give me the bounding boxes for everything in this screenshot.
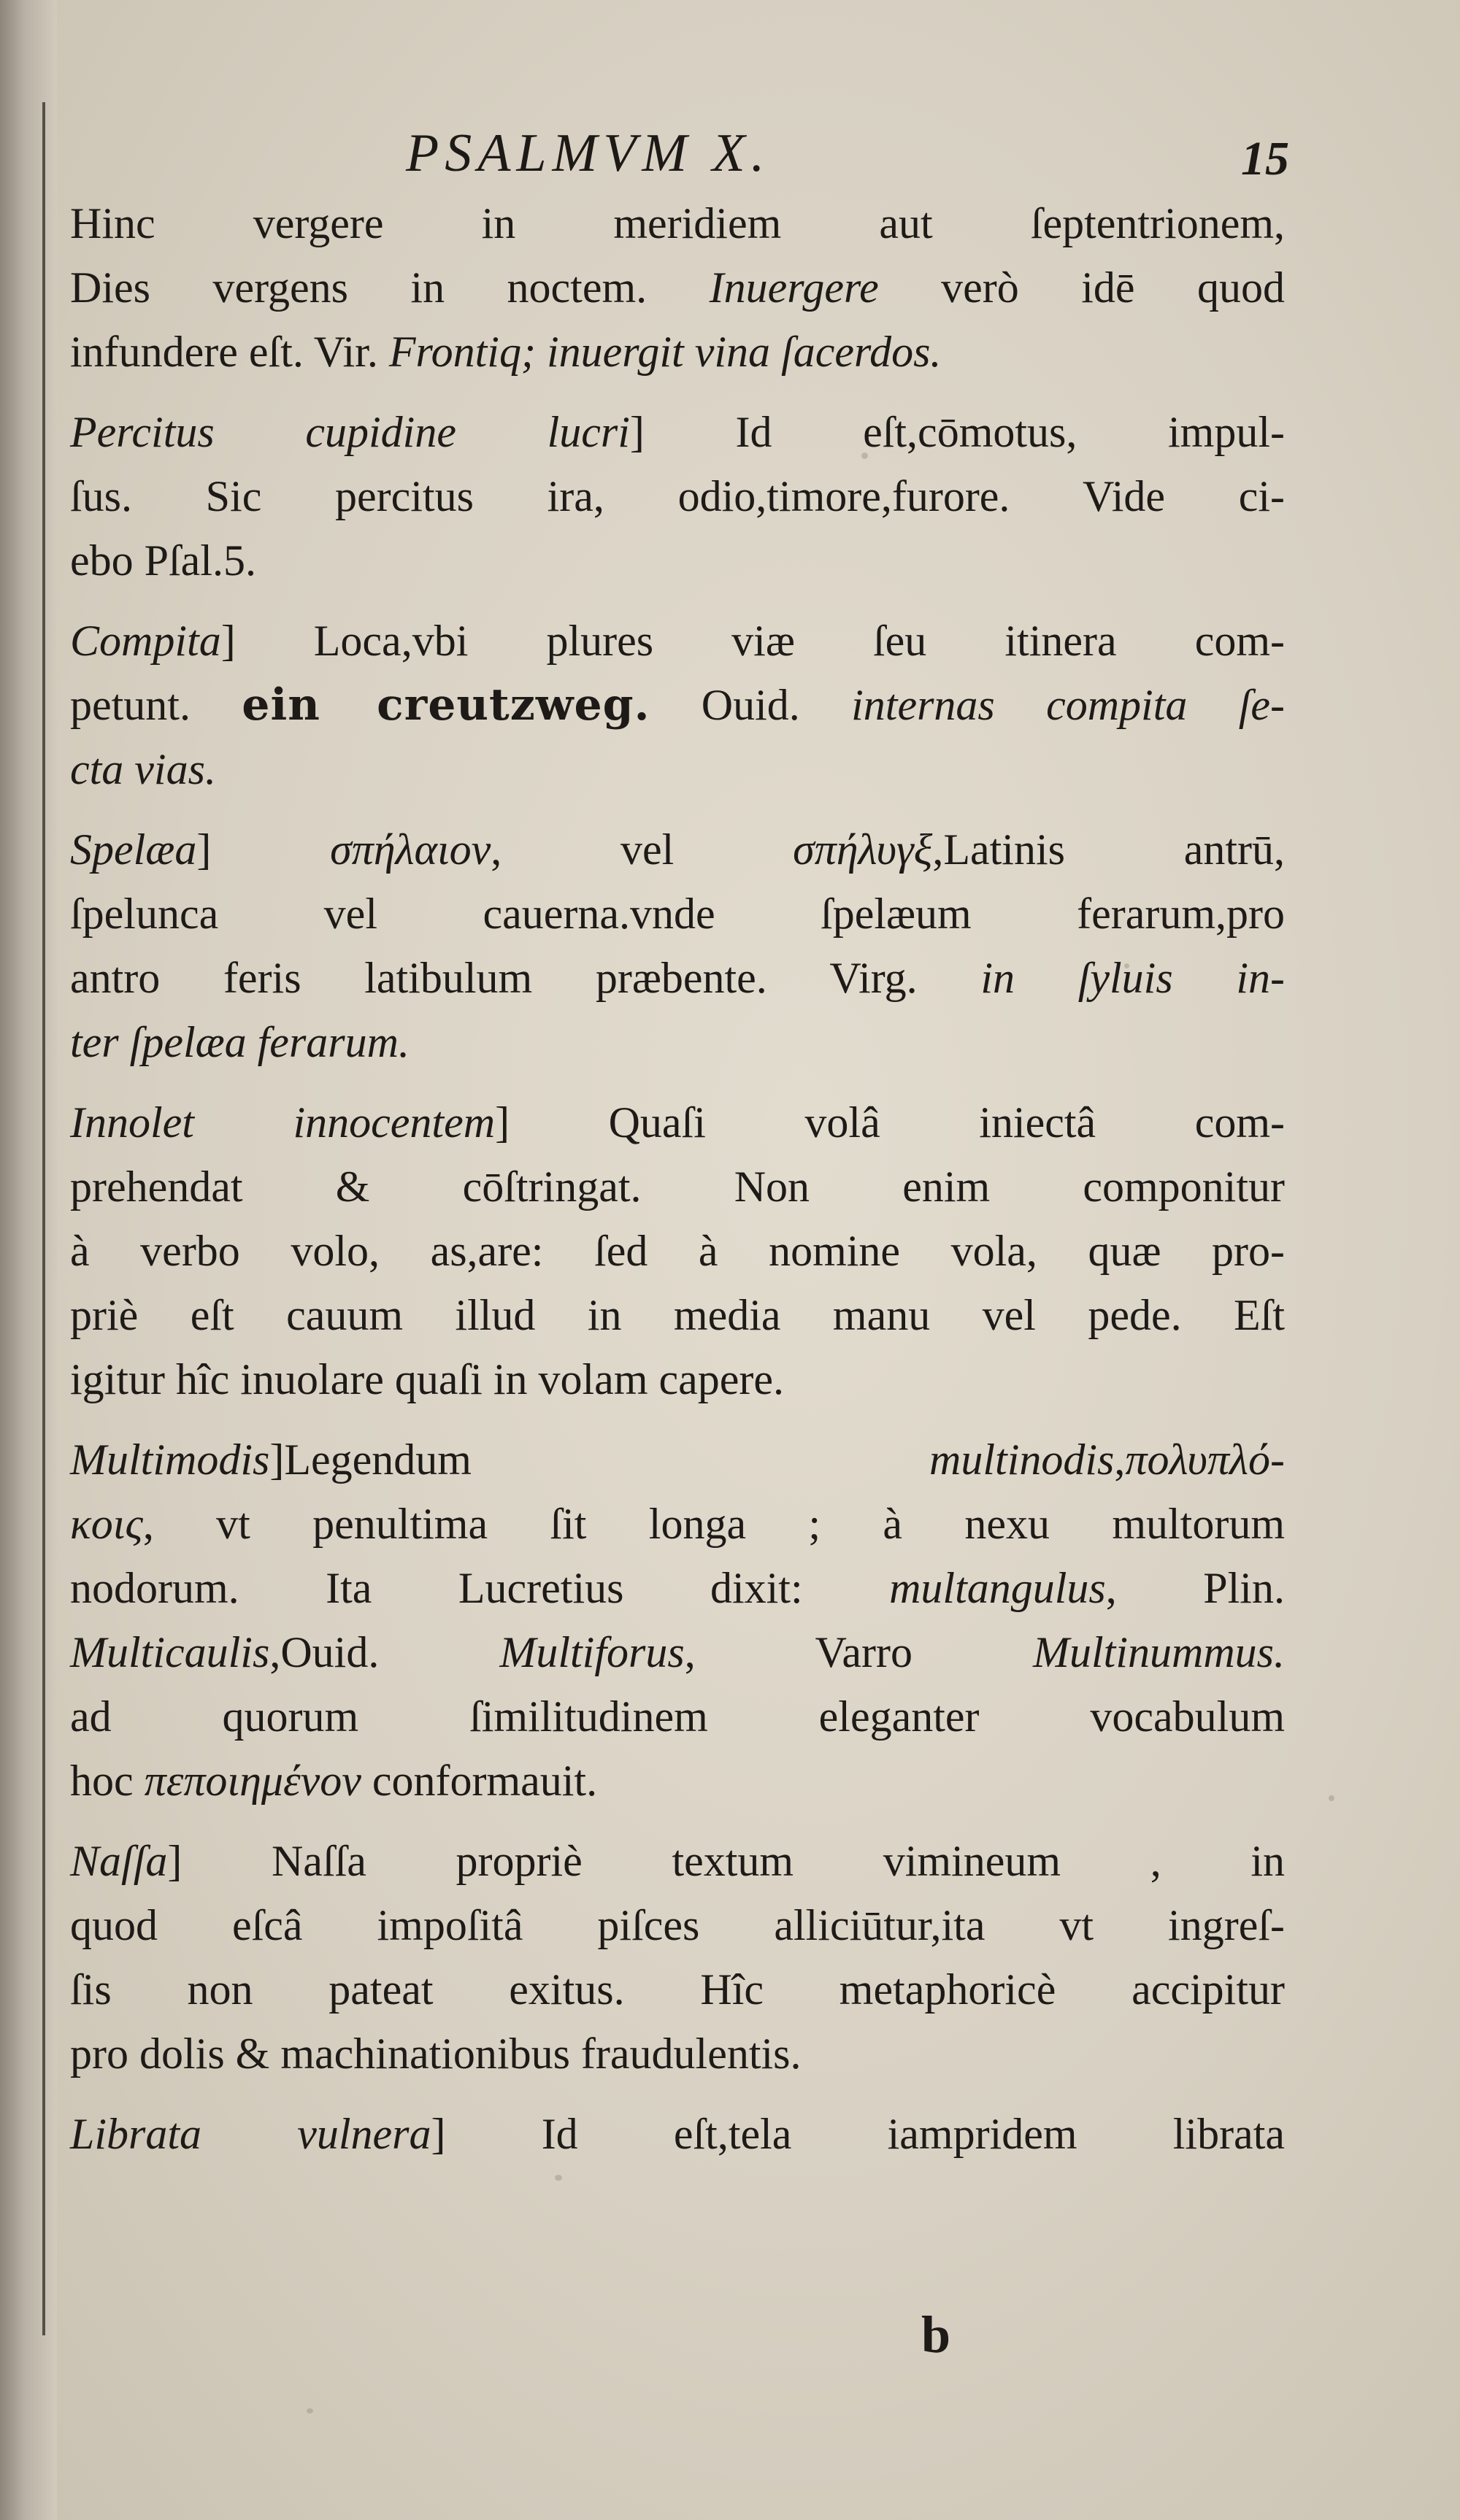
text-line: Multicaulis,Ouid. Multiforus, Varro Multinummus. [70, 1628, 1285, 1676]
italic-term: Multicaulis [70, 1628, 270, 1676]
greek-word: σπήλαιον [330, 825, 491, 874]
lemma: Spelæa [70, 825, 197, 874]
text-line: à verbo volo, as,are: ſed à nomine vola, quæ pro- [70, 1227, 1285, 1275]
text-line: Multimodis]Legendum multinodis,πολυπλό- [70, 1436, 1285, 1484]
running-head [0, 123, 1460, 196]
lemma: Multimodis [70, 1436, 270, 1484]
signature-mark: b [921, 2305, 951, 2364]
italic-quotation: internas compita ſe- [851, 681, 1285, 729]
italic-term: multinodis [929, 1436, 1115, 1484]
running-head-title: PSALMVM X. [406, 123, 771, 183]
blackletter-gloss: ein creutzweg. [242, 679, 650, 731]
text-line: Compita] Loca,vbi plures viæ ſeu itinera com- [70, 617, 1285, 665]
italic-quotation: Frontiq; inuergit vina ſacerdos. [388, 328, 942, 376]
commentary-text [70, 191, 1285, 2166]
italic-term: Inuergere [709, 263, 879, 312]
text-line: priè eſt cauum illud in media manu vel pede. Eſt [70, 1291, 1285, 1339]
text-line: nodorum. Ita Lucretius dixit: multangulus, Plin. [70, 1564, 1285, 1612]
paper-speck [307, 2408, 313, 2413]
text-line: antro feris latibulum præbente. Virg. in ſyluis in- [70, 954, 1286, 1002]
italic-term: Multinummus. [1033, 1628, 1285, 1676]
paper-speck [1329, 1795, 1334, 1801]
text-line: Innolet innocentem] Quaſi volâ iniectâ com- [70, 1098, 1286, 1147]
text-line: quod eſcâ impoſitâ piſces alliciūtur,ita vt ingreſ- [70, 1901, 1285, 1949]
greek-word: πολυπλό- [1125, 1436, 1285, 1484]
text-line: prehendat & cōſtringat. Non enim componitur [70, 1163, 1285, 1211]
lemma: Compita [70, 617, 221, 665]
gutter-shadow-line [42, 102, 45, 2335]
text-line: Librata vulnera] Id eſt,tela iampridem librata [70, 2110, 1285, 2158]
text-line: Percitus cupidine lucri] Id eſt,cōmotus, impul- [70, 408, 1285, 456]
binding-gutter [0, 0, 57, 2520]
greek-word: σπήλυγξ [793, 825, 933, 874]
italic-quotation: in ſyluis in- [980, 954, 1286, 1002]
text-line: ſus. Sic percitus ira, odio,timore,furore. Vide ci- [70, 472, 1285, 520]
text-line: pro dolis & machinationibus fraudulentis. [70, 2030, 802, 2078]
text-line: Spelæa] σπήλαιον, vel σπήλυγξ,Latinis antrū, [70, 825, 1285, 874]
text-line: petunt. ein creutzweg. Ouid. internas compita ſe- [70, 679, 1285, 731]
page-number: 15 [1241, 132, 1289, 185]
greek-word: πεποιημένον [144, 1757, 361, 1805]
lemma: Librata vulnera [70, 2110, 431, 2158]
text-line [70, 1010, 1285, 1074]
italic-quotation: cta vias. [70, 745, 216, 793]
paper-speck [555, 2175, 562, 2181]
italic-term: Multiforus [499, 1628, 685, 1676]
text-line: Naſſa] Naſſa propriè textum vimineum , in [70, 1837, 1285, 1885]
italic-quotation: ter ſpelæa ferarum. [70, 1018, 410, 1066]
text-line: ſis non pateat exitus. Hîc metaphoricè accipitur [70, 1965, 1285, 2014]
text-line: infundere eſt. Vir. Frontiq; inuergit vina ſacerdos. [70, 328, 942, 376]
text-line: ebo Pſal.5. [70, 536, 256, 585]
text-line: ad quorum ſimilitudinem eleganter vocabulum [70, 1692, 1285, 1741]
lemma: Innolet innocentem [70, 1098, 496, 1147]
text-line: ſpelunca vel cauerna.vnde ſpelæum ferarum,pro [70, 890, 1285, 938]
text-line: Dies vergens in noctem. Inuergere verò idē quod [70, 263, 1285, 312]
text-line: hoc πεποιημένον conformauit. [70, 1757, 598, 1805]
greek-word: κοις [70, 1500, 143, 1548]
text-line: κοις, vt penultima ſit longa ; à nexu multorum [70, 1500, 1285, 1548]
text-line: igitur hîc inuolare quaſi in volam capere. [70, 1355, 784, 1403]
lemma: Percitus cupidine lucri [70, 408, 630, 456]
lemma: Naſſa [70, 1837, 168, 1885]
italic-term: multangulus [889, 1564, 1106, 1612]
text-line: Hinc vergere in meridiem aut ſeptentrionem, [70, 199, 1285, 247]
text-line [70, 737, 1285, 801]
